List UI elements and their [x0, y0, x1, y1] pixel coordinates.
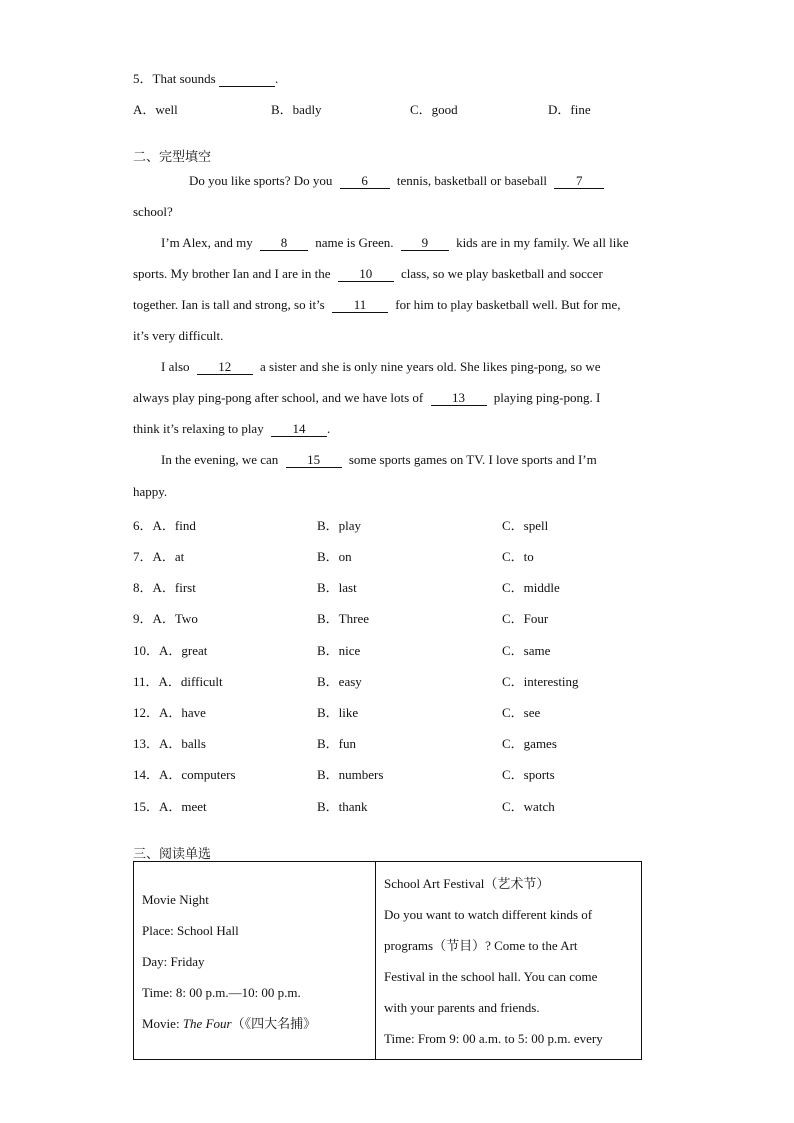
option-a[interactable]: A．at: [152, 549, 185, 564]
choice-row-6: [133, 515, 196, 534]
blank-11: 11: [332, 298, 388, 313]
blank-6: 6: [340, 174, 390, 189]
passage-line: it’s very difficult.: [133, 328, 224, 343]
option-a[interactable]: A．find: [152, 518, 196, 533]
passage-line: In the evening, we can 15 some sports games on TV. I love sports and I’m: [161, 452, 597, 467]
choice-row-9: [133, 608, 198, 627]
art-festival-line: Do you want to watch different kinds of: [384, 907, 593, 922]
choice-row-12: [133, 702, 206, 721]
question-number: 15．: [133, 799, 160, 814]
option-a[interactable]: A．computers: [159, 767, 236, 782]
blank-14: 14: [271, 422, 327, 437]
option-a[interactable]: A．difficult: [158, 674, 223, 689]
option-c[interactable]: C．see: [502, 705, 541, 720]
movie-night-time: Time: 8: 00 p.m.—10: 00 p.m.: [142, 985, 301, 1000]
question-5-text: 5．That sounds: [133, 71, 216, 86]
art-festival-time: Time: From 9: 00 a.m. to 5: 00 p.m. every: [384, 1031, 603, 1046]
passage-line: I also 12 a sister and she is only nine years old. She likes ping-pong, so we: [161, 359, 601, 374]
option-a[interactable]: A．great: [159, 643, 208, 658]
section-3-title: 三、阅读单选: [133, 847, 212, 862]
option-c[interactable]: C．same: [502, 643, 551, 658]
art-festival-line: with your parents and friends.: [384, 1000, 540, 1015]
movie-night-title: Movie Night: [142, 892, 209, 907]
passage-line: sports. My brother Ian and I are in the 10 class, so we play basketball and soccer: [133, 266, 603, 281]
question-number: 14．: [133, 767, 160, 782]
blank-13: 13: [431, 391, 487, 406]
passage-line: school?: [133, 204, 173, 219]
choice-row-10: [133, 640, 207, 659]
option-c[interactable]: C．sports: [502, 767, 555, 782]
art-festival-line: Festival in the school hall. You can come: [384, 969, 598, 984]
question-number: 7．: [133, 549, 153, 564]
passage-line: happy.: [133, 484, 168, 499]
option-b[interactable]: B．numbers: [317, 767, 384, 782]
movie-night-day: Day: Friday: [142, 954, 205, 969]
movie-title: The Four: [182, 1016, 232, 1031]
movie-night-cell: [134, 862, 376, 1060]
passage-line: think it’s relaxing to play 14 .: [133, 421, 331, 436]
option-c[interactable]: C．interesting: [502, 674, 579, 689]
movie-night-movie: Movie: The Four（《四大名捕》: [142, 1016, 317, 1031]
movie-night-place: Place: School Hall: [142, 923, 239, 938]
question-number: 13．: [133, 736, 160, 751]
art-festival-title: School Art Festival（艺术节）: [384, 876, 550, 891]
question-number: 6．: [133, 518, 153, 533]
section-2-title: 二、完型填空: [133, 150, 212, 165]
option-b[interactable]: B．like: [317, 705, 359, 720]
question-number: 12．: [133, 705, 160, 720]
blank-10: 10: [338, 267, 394, 282]
art-festival-cell: [376, 862, 642, 1060]
question-number: 8．: [133, 580, 153, 595]
answer-blank: [219, 72, 275, 87]
question-5-stem: 5．That sounds .: [133, 71, 279, 86]
choice-row-13: [133, 733, 206, 752]
option-a[interactable]: A．balls: [159, 736, 206, 751]
question-5-option-b[interactable]: B．badly: [271, 102, 322, 117]
choice-row-7: [133, 546, 184, 565]
choice-row-15: [133, 796, 207, 815]
option-c[interactable]: C．watch: [502, 799, 555, 814]
option-b[interactable]: B．Three: [317, 611, 369, 626]
option-c[interactable]: C．spell: [502, 518, 549, 533]
option-b[interactable]: B．on: [317, 549, 352, 564]
option-b[interactable]: B．easy: [317, 674, 362, 689]
question-5-option-d[interactable]: D．fine: [548, 102, 591, 117]
question-5-option-c[interactable]: C．good: [410, 102, 458, 117]
blank-7: 7: [554, 174, 604, 189]
option-a[interactable]: A．Two: [152, 611, 198, 626]
blank-8: 8: [260, 236, 308, 251]
question-number: 10．: [133, 643, 160, 658]
blank-15: 15: [286, 453, 342, 468]
option-a[interactable]: A．meet: [159, 799, 207, 814]
option-c[interactable]: C．Four: [502, 611, 549, 626]
question-number: 11．: [133, 674, 159, 689]
passage-line: Do you like sports? Do you 6 tennis, basketball or baseball 7: [189, 173, 604, 189]
art-festival-line: programs（节目）? Come to the Art: [384, 938, 578, 953]
option-b[interactable]: B．thank: [317, 799, 368, 814]
passage-line: I’m Alex, and my 8 name is Green. 9 kids are in my family. We all like: [161, 235, 629, 250]
option-c[interactable]: C．to: [502, 549, 534, 564]
passage-line: together. Ian is tall and strong, so it’s 11 for him to play basketball well. But for me,: [133, 297, 621, 312]
blank-12: 12: [197, 360, 253, 375]
option-b[interactable]: B．play: [317, 518, 362, 533]
question-number: 9．: [133, 611, 153, 626]
option-c[interactable]: C．middle: [502, 580, 560, 595]
option-b[interactable]: B．fun: [317, 736, 357, 751]
choice-row-8: [133, 577, 196, 596]
choice-row-14: [133, 764, 236, 783]
option-c[interactable]: C．games: [502, 736, 557, 751]
option-b[interactable]: B．nice: [317, 643, 361, 658]
question-5-option-a[interactable]: A．well: [133, 102, 178, 117]
reading-table: [133, 861, 642, 1060]
choice-row-11: [133, 671, 223, 690]
blank-9: 9: [401, 236, 449, 251]
option-a[interactable]: A．have: [159, 705, 206, 720]
option-a[interactable]: A．first: [152, 580, 196, 595]
option-b[interactable]: B．last: [317, 580, 357, 595]
passage-line: always play ping-pong after school, and we have lots of 13 playing ping-pong. I: [133, 390, 601, 405]
